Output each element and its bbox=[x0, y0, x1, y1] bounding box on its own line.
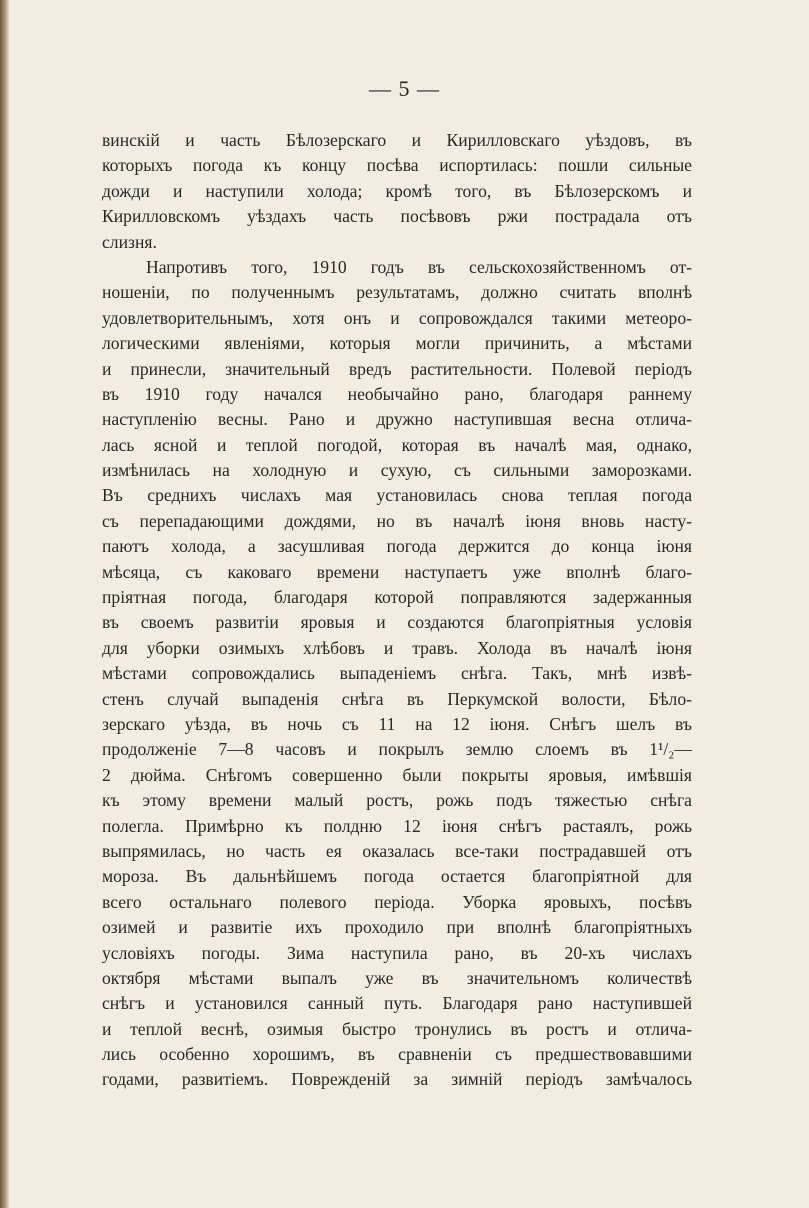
text-line: условіяхъ погоды. Зима наступила рано, въ 20-хъ числахъ bbox=[102, 942, 692, 963]
text-line: измѣнилась на холодную и сухую, съ сильными заморозками. bbox=[102, 460, 692, 481]
text-line: съ перепадающими дождями, но въ началѣ іюня вновь насту- bbox=[102, 510, 692, 531]
text-line: Въ среднихъ числахъ мая установилась снова теплая погода bbox=[102, 485, 692, 506]
text-line: дожди и наступили холода; кромѣ того, въ Бѣлозерскомъ и bbox=[102, 180, 692, 201]
text-line: мѣсяца, съ каковаго времени наступаетъ уже вполнѣ благо- bbox=[102, 561, 692, 582]
text-line: лась ясной и теплой погодой, которая въ началѣ мая, однако, bbox=[102, 434, 692, 455]
text-line: винскій и часть Бѣлозерскаго и Кирилловскаго уѣздовъ, въ bbox=[102, 130, 692, 150]
text-line: стенъ случай выпаденія снѣга въ Перкумской волости, Бѣло- bbox=[102, 688, 692, 709]
text-line: пріятная погода, благодаря которой поправляются задержанныя bbox=[102, 587, 692, 608]
text-line: къ этому времени малый ростъ, рожь подъ тяжестью снѣга bbox=[102, 790, 692, 811]
body-text bbox=[102, 128, 692, 1093]
text-line: Кирилловскомъ уѣздахъ часть посѣвовъ ржи пострадала отъ bbox=[102, 206, 692, 227]
text-line: удовлетворительнымъ, хотя онъ и сопровождался такими метеоро- bbox=[102, 307, 692, 328]
text-line: логическими явленіями, которыя могли причинить, а мѣстами bbox=[102, 333, 692, 354]
text-line: слизня. bbox=[102, 231, 157, 252]
page-number: — 5 — bbox=[369, 76, 440, 101]
text-line: и теплой веснѣ, озимыя быстро тронулись въ ростъ и отлича- bbox=[102, 1018, 692, 1039]
text-line: наступленію весны. Рано и дружно наступившая весна отлича- bbox=[102, 409, 692, 430]
text-line: Напротивъ того, 1910 годъ въ сельскохозяйственномъ от- bbox=[146, 256, 692, 277]
text-line: годами, развитіемъ. Поврежденій за зимній періодъ замѣчалось bbox=[102, 1069, 692, 1090]
text-line: паютъ холода, а засушливая погода держится до конца іюня bbox=[102, 536, 692, 557]
text-line: въ своемъ развитіи яровыя и создаются благопріятныя условія bbox=[102, 612, 692, 633]
text-line: въ 1910 году начался необычайно рано, благодаря раннему bbox=[102, 383, 692, 404]
text-line: 2 дюйма. Снѣгомъ совершенно были покрыты яровыя, имѣвшія bbox=[102, 764, 692, 785]
text-line: и принесли, значительный вредъ растительности. Полевой періодъ bbox=[102, 358, 692, 379]
book-binding-edge bbox=[0, 0, 9, 1208]
text-line: зерскаго уѣзда, въ ночь съ 11 на 12 іюня. Снѣгъ шелъ въ bbox=[102, 713, 692, 734]
text-line: мороза. Въ дальнѣйшемъ погода остается благопріятной для bbox=[102, 866, 692, 887]
text-line: мѣстами сопровождались выпаденіемъ снѣга. Такъ, мнѣ извѣ- bbox=[102, 663, 692, 684]
text-line: которыхъ погода къ концу посѣва испортилась: пошли сильные bbox=[102, 155, 692, 176]
text-line: полегла. Примѣрно къ полдню 12 іюня снѣгъ растаялъ, рожь bbox=[102, 815, 692, 836]
text-line: озимей и развитіе ихъ проходило при вполнѣ благопріятныхъ bbox=[102, 917, 692, 938]
text-line: лись особенно хорошимъ, въ сравненіи съ предшествовавшими bbox=[102, 1044, 692, 1065]
text-line: всего остальнаго полевого періода. Уборка яровыхъ, посѣвъ bbox=[102, 891, 692, 912]
text-line: выпрямилась, но часть ея оказалась все-таки пострадавшей отъ bbox=[102, 840, 692, 861]
text-line: ношеніи, по полученнымъ результатамъ, должно считать вполнѣ bbox=[102, 282, 692, 303]
text-line: продолженіе 7—8 часовъ и покрылъ землю слоемъ въ 1¹/₂— bbox=[102, 739, 692, 760]
text-line: для уборки озимыхъ хлѣбовъ и травъ. Холода въ началѣ іюня bbox=[102, 637, 692, 658]
text-line: снѣгъ и установился санный путь. Благодаря рано наступившей bbox=[102, 993, 692, 1014]
text-line: октября мѣстами выпалъ уже въ значительномъ количествѣ bbox=[102, 967, 692, 988]
